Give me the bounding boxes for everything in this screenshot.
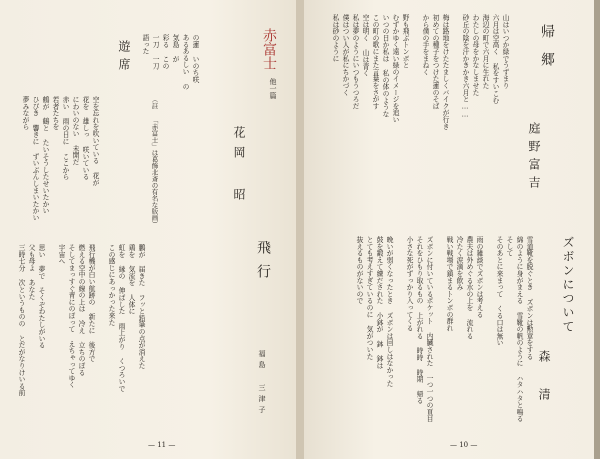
poem-line: 一刀 一刀 [151,34,159,70]
poem-line: 綿のように身がまえる 雪靴の帆のように ハタハタと鳴る [515,236,523,422]
poem-line: 鵬が 届きた フッと鉛筆の点が消えた [137,244,145,369]
poem-line: 父も母よ あなた [27,244,35,300]
poem-line: 雪道靴を脱ぐとき ズボンは勲章をする [525,236,533,360]
poem-line: 海辺の町で六月に生れた [481,14,489,89]
poem-line: 夢みながら [21,96,29,130]
poem-line: あるあるしい の [181,34,189,90]
poem-line: そして [505,236,513,257]
poem-line: そのあとに来まって くる口は無い [495,236,503,346]
poem-line: 赤い 雨の日に ここから [61,96,69,180]
poem-title-hiko: 飛行 [255,240,271,288]
poem-line: 私は夢のようにいつもうつろだ [351,14,359,110]
poem-hiko-body [16,244,146,426]
poem-line: 虹を 縁の 伸ばした 雨上がり くつろいで [117,244,125,392]
poem-line: 鼓を鍛えて練だされた 小鉢が 鉢 鉢は [375,236,383,369]
poem-line: 飛行機が白い航跡の 新たに 後方で [87,244,95,362]
annotation-akafuji: （註 「赤富士」は葛飾北斎の有名な版画） [150,96,159,228]
poem-line: 初めての種子をつけた蓮のそば [431,14,439,110]
poem-line: 燃える空中の線の上は 冷え 立ちのぼる [77,244,85,376]
right-page [300,0,600,459]
page-number-right: — 10 — [450,441,478,449]
poem-line: 梅は路地をけたたましくバイクが行き [441,14,449,130]
poem-line: そしてまっすぐ青にのぼって えちゃってゆく [67,244,75,388]
poem-line: の蓮 いのち咲 [191,34,199,83]
author-mori: 森 清 [537,350,551,406]
poem-line: 鶏を 気流を 人体に [127,244,135,315]
poem-line: むずかゆく遠い緑のイメージを追い [391,14,399,123]
author-niwano: 庭野富吉 [527,122,541,194]
poem-line: 小さな死がずっかり入ってくる [405,236,413,332]
poem-zubon-body [354,236,534,424]
poem-title-note: 他一篇 [269,78,277,99]
poem-line: 宇宙へ [57,244,65,265]
page-edge [594,0,600,459]
poem-title-akafuji: 赤富士 [261,28,277,70]
poem-line: 気島 が [171,34,179,63]
poem-title-kikyo: 帰郷 [539,24,555,80]
poem-line: 抜えるものがないので [355,236,363,304]
poem-line: 冷たく涙滴を飲み [455,236,463,291]
book-gutter [296,0,304,459]
poem-line: 野も飛ぶトンボと [401,14,409,69]
poem-line: 僕はつい人が私にちかづく [341,14,349,96]
poem-line: 若者たちを [51,96,59,130]
poem-line: 戦い戦場で鎮まるトンボの群れ [445,236,453,332]
poem-line: わたしの母をかなしませた [471,14,479,96]
poem-title-zubon: ズボンについて [561,236,575,334]
poem-line: 思い 夢で そくぞわたしがいる [37,244,45,349]
poem-line: 六月は空高く 私をすいこむ [491,14,499,104]
poem-line: それをひもり取るもの 上がれる 時時 時期 帰る [415,236,423,404]
poem-line: 空を忘れを吹いている 花が [91,96,99,186]
poem-line: 花を 雄しっ 咲いている [81,96,89,180]
poem-line: 私は砂のように [331,14,339,62]
poem-line: 彩る この [161,34,169,70]
poem-line: いつの日か私は 私の体のような [381,14,389,118]
poem-akafuji-body [140,34,200,154]
poem-line: この町の歌にまた言葉をさがす [371,14,379,110]
poem-line: 砂丘の陰を汗かきかき六月と…… [461,14,469,119]
poem-line: 雨の雑談でズボンは考える [475,236,483,318]
author-hanaoka: 花岡 昭 [232,126,246,208]
poem-title-yuseki: 遊席 [117,40,131,76]
poem-line: 農夫は外めぐる水の上を 流れる [465,236,473,340]
poem-yuseki-body [20,96,100,224]
poem-line: 空は明く 山は青く [361,14,369,77]
poem-line: 語った [141,34,149,55]
poem-line: にわいのない 未開だ [71,96,79,166]
poem-line: ズボンに付いているポケット 内臓された 一つ一つの頁目 [425,236,433,422]
poem-line: ひびき 響きに ずいぶんしまいたかい [31,96,39,221]
poem-line: この感じにあっかった来た [107,244,115,326]
poem-line: とても考えすぎているのに 気がついた [365,236,373,360]
poem-kikyo-body [330,14,510,154]
poem-line: 三時七分 次というものの とだがなりけいる前 [17,244,25,396]
author-fukushima: 福島 三津子 [258,350,266,417]
poem-line: 鶴が 鶴と たいそうしたせいたかい [41,96,49,214]
poem-line: 晩いが弱くなったとき ズボンは回しはなかった [385,236,393,387]
page-number-left: — 11 — [148,441,176,449]
poem-line: から僕の手をまねく [421,14,429,76]
poem-line: 山はいつか緑でうずまり [501,14,509,89]
